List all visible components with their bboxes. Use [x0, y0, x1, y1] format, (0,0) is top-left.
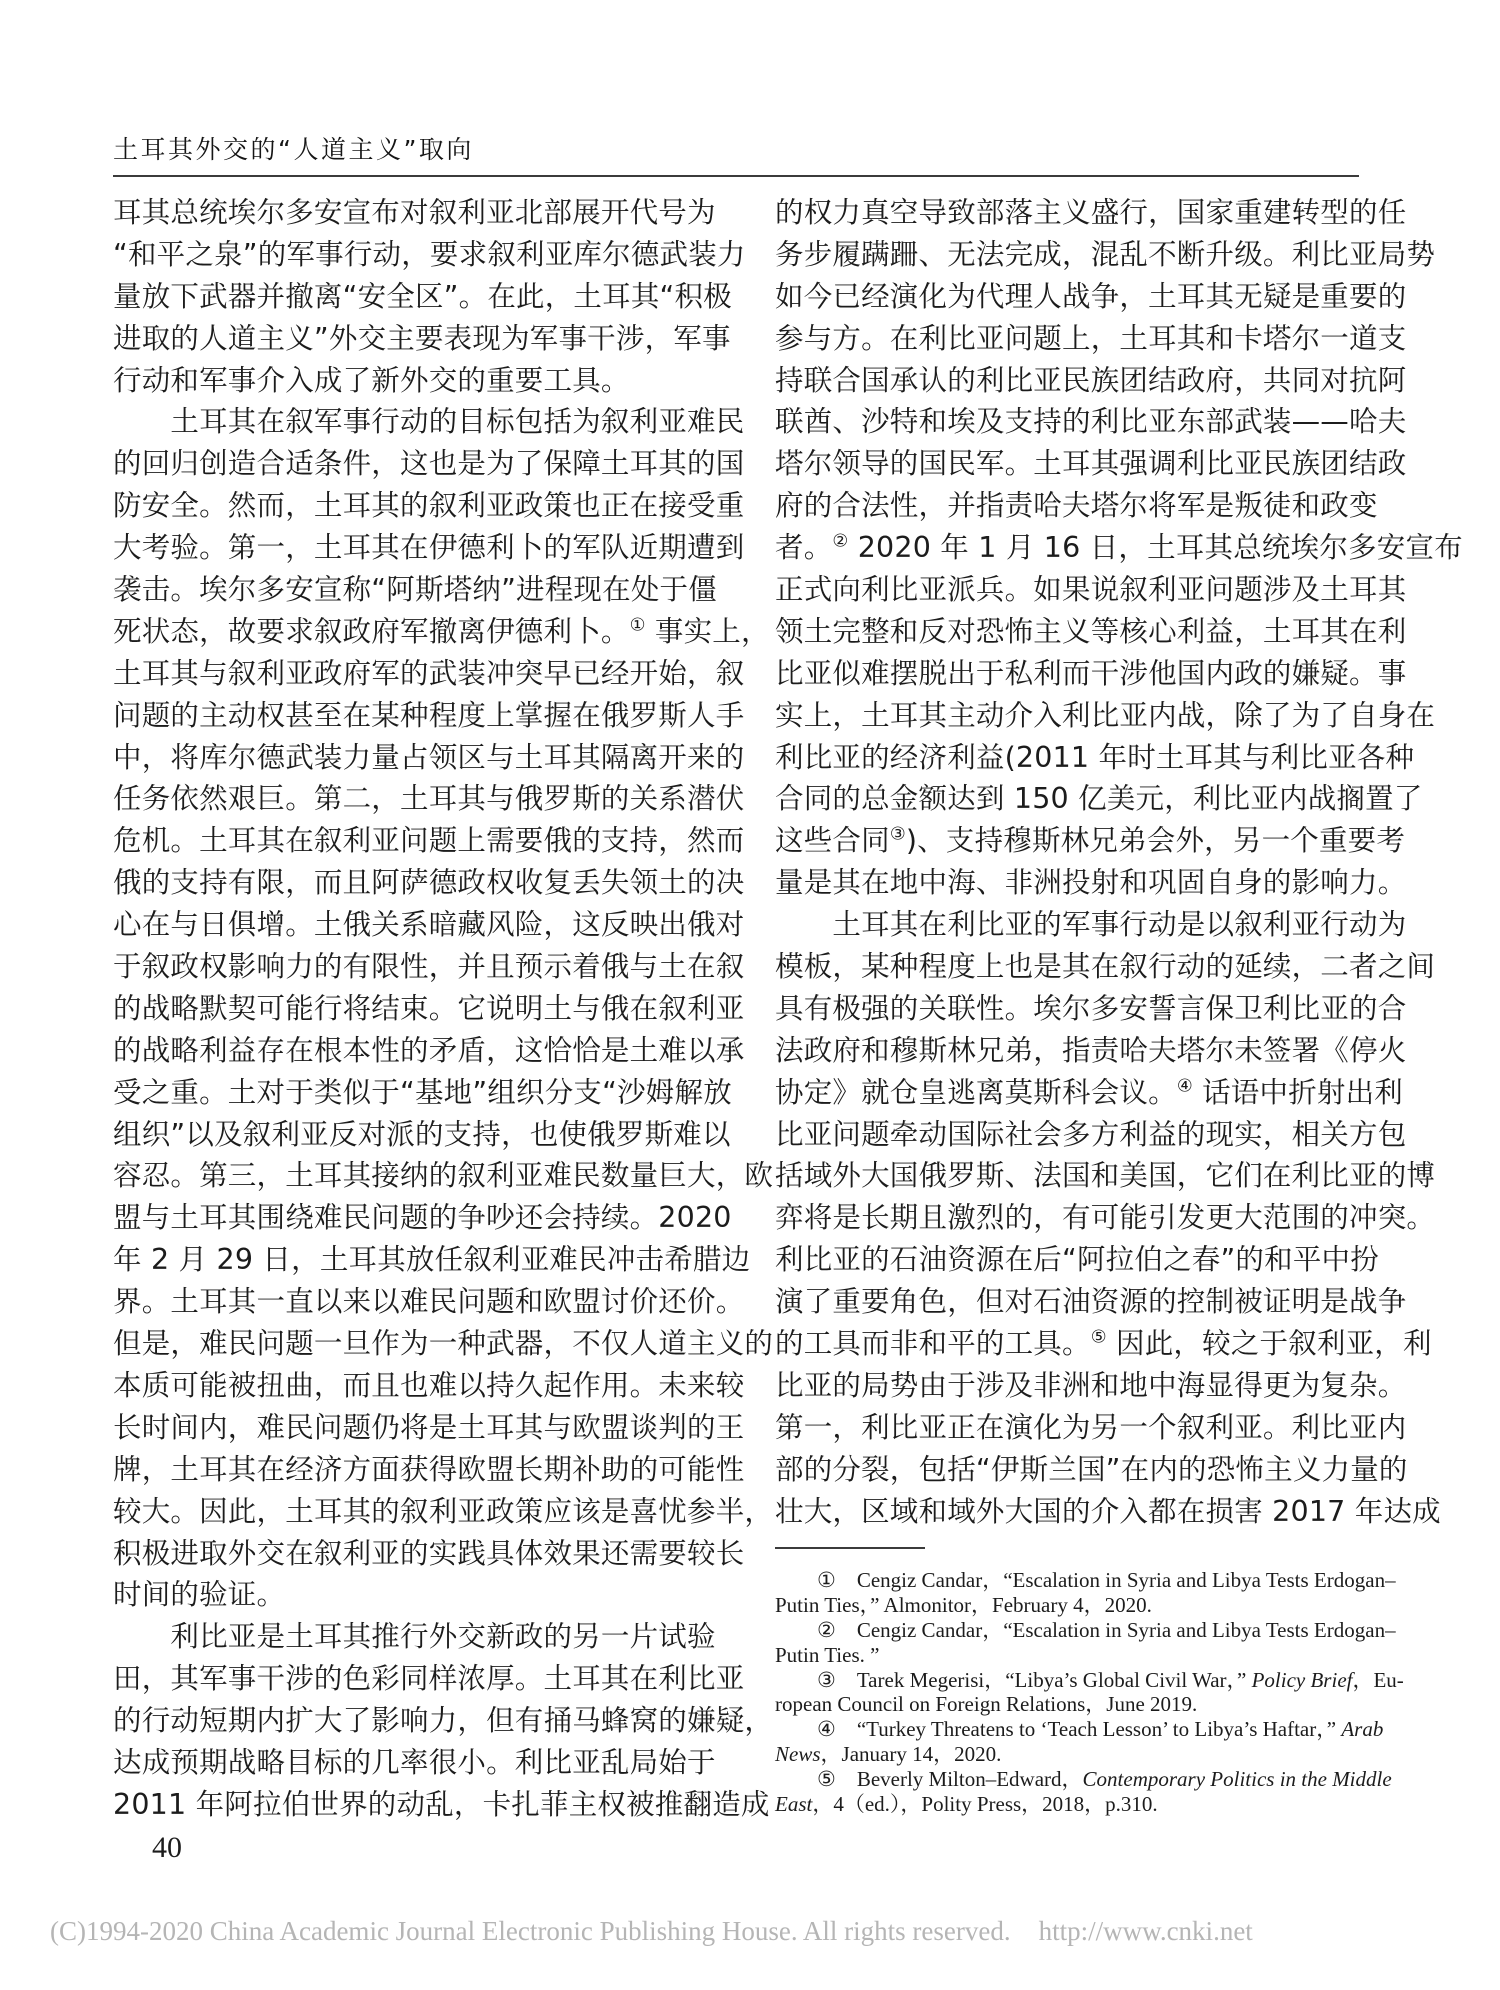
text-line: 但是，难民问题一旦作为一种武器，不仅人道主义的 [113, 1327, 774, 1361]
footnote-line: ③ Tarek Megerisi，“Libya’s Global Civil War，” Policy Brief，Eu- [817, 1667, 1404, 1692]
text-line: 盟与土耳其围绕难民问题的争吵还会持续。2020 [113, 1201, 732, 1235]
text-line: 本质可能被扭曲，而且也难以持久起作用。未来较 [113, 1368, 745, 1402]
text-line: 年 2 月 29 日，土耳其放任叙利亚难民冲击希腊边 [113, 1243, 751, 1277]
text-line: 利比亚是土耳其推行外交新政的另一片试验 [113, 1620, 716, 1654]
text-line: 土耳其在叙军事行动的目标包括为叙利亚难民 [113, 405, 745, 439]
text-line: 达成预期战略目标的几率很小。利比亚乱局始于 [113, 1745, 716, 1779]
left-column [113, 192, 774, 1826]
text-line: 心在与日俱增。土俄关系暗藏风险，这反映出俄对 [113, 908, 745, 942]
text-line: 参与方。在利比亚问题上，土耳其和卡塔尔一道支 [775, 321, 1407, 355]
text-line: 比亚似难摆脱出于私利而干涉他国内政的嫌疑。事 [775, 656, 1407, 690]
text-line: 土耳其在利比亚的军事行动是以叙利亚行动为 [775, 908, 1407, 942]
text-line: 者。② 2020 年 1 月 16 日，土耳其总统埃尔多安宣布 [775, 531, 1463, 565]
text-line: 时间的验证。 [113, 1578, 286, 1612]
text-line: “和平之泉”的军事行动，要求叙利亚库尔德武装力 [113, 237, 746, 271]
text-line: 领土完整和反对恐怖主义等核心利益，土耳其在利 [775, 614, 1407, 648]
text-line: 容忍。第三，土耳其接纳的叙利亚难民数量巨大，欧 [113, 1159, 774, 1193]
header-rule [113, 175, 1359, 177]
text-line: 界。土耳其一直以来以难民问题和欧盟讨价还价。 [113, 1285, 745, 1319]
text-line: 大考验。第一，土耳其在伊德利卜的军队近期遭到 [113, 531, 745, 565]
text-line: 量放下武器并撤离“安全区”。在此，土耳其“积极 [113, 279, 732, 313]
footer-url-text: http://www.cnki.net [1038, 1916, 1253, 1946]
text-line: 组织”以及叙利亚反对派的支持，也使俄罗斯难以 [113, 1117, 731, 1151]
text-line: 合同的总金额达到 150 亿美元，利比亚内战搁置了 [775, 782, 1423, 816]
footnote-line: News，January 14，2020. [775, 1742, 1002, 1767]
text-line: 问题的主动权甚至在某种程度上掌握在俄罗斯人手 [113, 698, 745, 732]
footnote-line: East，4（ed.），Polity Press，2018，p.310. [775, 1792, 1158, 1817]
text-line: 法政府和穆斯林兄弟，指责哈夫塔尔未签署《停火 [775, 1033, 1407, 1067]
text-line: 袭击。埃尔多安宣称“阿斯塔纳”进程现在处于僵 [113, 573, 717, 607]
text-line: 利比亚的经济利益(2011 年时土耳其与利比亚各种 [775, 740, 1415, 774]
text-line: 如今已经演化为代理人战争，土耳其无疑是重要的 [775, 279, 1407, 313]
footnote-separator-rule [775, 1547, 925, 1549]
right-column [775, 192, 1463, 1533]
text-line: 牌，土耳其在经济方面获得欧盟长期补助的可能性 [113, 1452, 745, 1486]
text-line: 耳其总统埃尔多安宣布对叙利亚北部展开代号为 [113, 196, 716, 229]
text-line: 积极进取外交在叙利亚的实践具体效果还需要较长 [113, 1536, 745, 1570]
text-line: 的行动短期内扩大了影响力，但有捅马蜂窝的嫌疑， [113, 1704, 774, 1738]
text-line: 塔尔领导的国民军。土耳其强调利比亚民族团结政 [775, 447, 1407, 481]
text-line: 协定》就仓皇逃离莫斯科会议。④ 话语中折射出利 [775, 1075, 1404, 1109]
footnote-line: ropean Council on Foreign Relations，June 2019. [775, 1692, 1198, 1717]
text-line: 模板，某种程度上也是其在叙行动的延续，二者之间 [775, 950, 1436, 984]
text-line: 务步履蹒跚、无法完成，混乱不断升级。利比亚局势 [775, 237, 1436, 271]
footnote-line: Putin Ties，” Almonitor，February 4，2020. [775, 1592, 1152, 1617]
text-line: 利比亚的石油资源在后“阿拉伯之春”的和平中扮 [775, 1243, 1379, 1277]
text-line: 任务依然艰巨。第二，土耳其与俄罗斯的关系潜伏 [113, 782, 745, 816]
running-head-title: 土耳其外交的“人道主义”取向 [113, 135, 474, 164]
text-line: 行动和军事介入成了新外交的重要工具。 [113, 363, 630, 397]
text-line: 具有极强的关联性。埃尔多安誓言保卫利比亚的合 [775, 991, 1407, 1025]
footnote-line: ① Cengiz Candar，“Escalation in Syria and Libya Tests Erdogan– [817, 1568, 1396, 1592]
text-line: 的回归创造合适条件，这也是为了保障土耳其的国 [113, 447, 745, 481]
text-line: 土耳其与叙利亚政府军的武装冲突早已经开始，叙 [113, 656, 745, 690]
text-line: 田，其军事干涉的色彩同样浓厚。土耳其在利比亚 [113, 1662, 745, 1696]
text-line: 府的合法性，并指责哈夫塔尔将军是叛徒和政变 [775, 489, 1378, 523]
footnote-line: ⑤ Beverly Milton–Edward，Contemporary Politics in the Middle [817, 1767, 1392, 1792]
text-line: 第一，利比亚正在演化为另一个叙利亚。利比亚内 [775, 1410, 1407, 1444]
text-line: 比亚问题牵动国际社会多方利益的现实，相关方包 [775, 1117, 1407, 1151]
text-line: 比亚的局势由于涉及非洲和地中海显得更为复杂。 [775, 1368, 1407, 1402]
text-line: 的权力真空导致部落主义盛行，国家重建转型的任 [775, 196, 1407, 229]
text-line: 防安全。然而，土耳其的叙利亚政策也正在接受重 [113, 489, 745, 523]
footnote-marker: ② [832, 531, 849, 552]
text-line: 联酋、沙特和埃及支持的利比亚东部武装——哈夫 [775, 405, 1407, 439]
text-line: 括域外大国俄罗斯、法国和美国，它们在利比亚的博 [775, 1159, 1436, 1193]
text-line: 持联合国承认的利比亚民族团结政府，共同对抗阿 [775, 363, 1407, 397]
footnote-marker: ⑤ [1090, 1327, 1107, 1348]
text-line: 长时间内，难民问题仍将是土耳其与欧盟谈判的王 [113, 1410, 745, 1444]
text-line: 演了重要角色，但对石油资源的控制被证明是战争 [775, 1285, 1407, 1319]
text-line: 俄的支持有限，而且阿萨德政权收复丢失领土的决 [113, 866, 745, 900]
text-line: 实上，土耳其主动介入利比亚内战，除了为了自身在 [775, 698, 1436, 732]
footer-watermark [50, 1916, 1253, 1947]
text-line: 量是其在地中海、非洲投射和巩固自身的影响力。 [775, 866, 1407, 900]
text-line: 进取的人道主义”外交主要表现为军事干涉，军事 [113, 321, 731, 355]
footnote-line: ④ “Turkey Threatens to ‘Teach Lesson’ to Libya’s Haftar，” Arab [817, 1717, 1384, 1742]
text-line: 中，将库尔德武装力量占领区与土耳其隔离开来的 [113, 740, 745, 774]
text-line: 死状态，故要求叙政府军撤离伊德利卜。① 事实上， [113, 614, 770, 648]
footnote-line: Putin Ties. ” [775, 1642, 880, 1667]
text-line: 较大。因此，土耳其的叙利亚政策应该是喜忧参半， [113, 1494, 774, 1528]
text-line: 壮大，区域和域外大国的介入都在损害 2017 年达成 [775, 1494, 1441, 1528]
footnote-marker: ① [629, 615, 646, 636]
footnote-marker: ③ [889, 824, 906, 845]
text-line: 受之重。土对于类似于“基地”组织分支“沙姆解放 [113, 1075, 732, 1109]
text-line: 的战略默契可能行将结束。它说明土与俄在叙利亚 [113, 991, 745, 1025]
text-line: 的工具而非和平的工具。⑤ 因此，较之于叙利亚，利 [775, 1327, 1432, 1361]
text-line: 于叙政权影响力的有限性，并且预示着俄与土在叙 [113, 950, 745, 984]
text-line: 弈将是长期且激烈的，有可能引发更大范围的冲突。 [775, 1201, 1436, 1235]
text-line: 的战略利益存在根本性的矛盾，这恰恰是土难以承 [113, 1033, 745, 1067]
footnotes-block [775, 1568, 1404, 1817]
text-line: 危机。土耳其在叙利亚问题上需要俄的支持，然而 [113, 824, 745, 858]
footnote-marker: ④ [1176, 1076, 1193, 1097]
text-line: 正式向利比亚派兵。如果说叙利亚问题涉及土耳其 [775, 573, 1407, 607]
footer-copyright-text: (C)1994-2020 China Academic Journal Electronic Publishing House. All rights reserved. [50, 1916, 1011, 1946]
text-line: 这些合同③)、支持穆斯林兄弟会外，另一个重要考 [775, 824, 1406, 858]
text-line: 2011 年阿拉伯世界的动乱，卡扎菲主权被推翻造成 [113, 1787, 770, 1821]
page-number: 40 [152, 1831, 182, 1864]
text-line: 部的分裂，包括“伊斯兰国”在内的恐怖主义力量的 [775, 1452, 1408, 1486]
footnote-line: ② Cengiz Candar，“Escalation in Syria and Libya Tests Erdogan– [817, 1617, 1396, 1642]
